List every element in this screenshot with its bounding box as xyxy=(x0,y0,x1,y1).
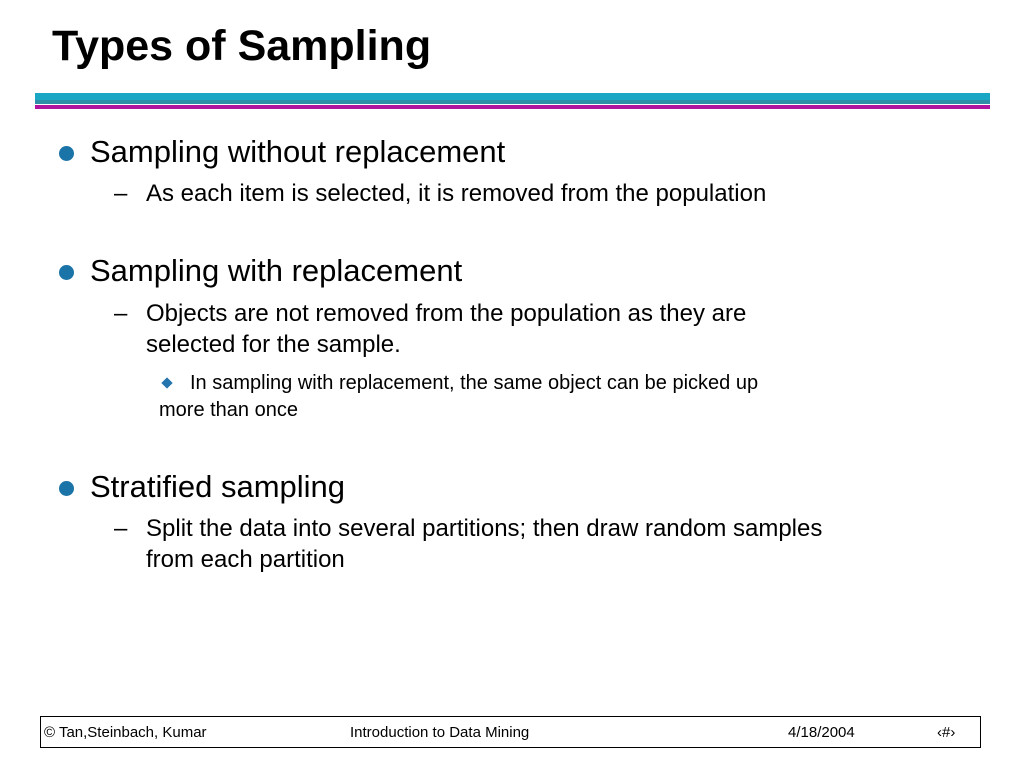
footer-page-number: ‹#› xyxy=(937,724,956,741)
title-rule-teal xyxy=(35,100,990,104)
circle-bullet-icon xyxy=(59,481,74,496)
footer-date: 4/18/2004 xyxy=(788,724,855,741)
footer-course-title: Introduction to Data Mining xyxy=(350,724,530,741)
footer-copyright: © Tan,Steinbach, Kumar xyxy=(44,724,207,741)
sub-bullet-text: As each item is selected, it is removed from the population xyxy=(146,180,767,207)
sub-bullet-text-line-1: Split the data into several partitions; then draw random samples xyxy=(146,515,823,542)
bullet-text: Stratified sampling xyxy=(90,469,346,504)
sub-sub-bullet-text-line-1: In sampling with replacement, the same object can be picked up xyxy=(190,372,759,394)
circle-bullet-icon xyxy=(59,265,74,280)
dash-icon: – xyxy=(114,515,128,542)
dash-icon: – xyxy=(114,300,128,327)
circle-bullet-icon xyxy=(59,146,74,161)
title-rule-magenta xyxy=(35,105,990,109)
sub-bullet-text-line-2: from each partition xyxy=(146,546,345,573)
bullet-text: Sampling with replacement xyxy=(90,253,463,288)
slide-footer xyxy=(40,716,981,748)
dash-icon: – xyxy=(114,180,128,207)
slide-title: Types of Sampling xyxy=(52,22,432,70)
title-rule-cyan xyxy=(35,93,990,100)
bullet-text: Sampling without replacement xyxy=(90,134,506,169)
diamond-bullet-icon xyxy=(161,377,172,388)
sub-sub-bullet-text-line-2: more than once xyxy=(159,399,298,421)
sub-bullet-text-line-1: Objects are not removed from the population as they are xyxy=(146,300,747,327)
sub-bullet-text-line-2: selected for the sample. xyxy=(146,331,401,358)
